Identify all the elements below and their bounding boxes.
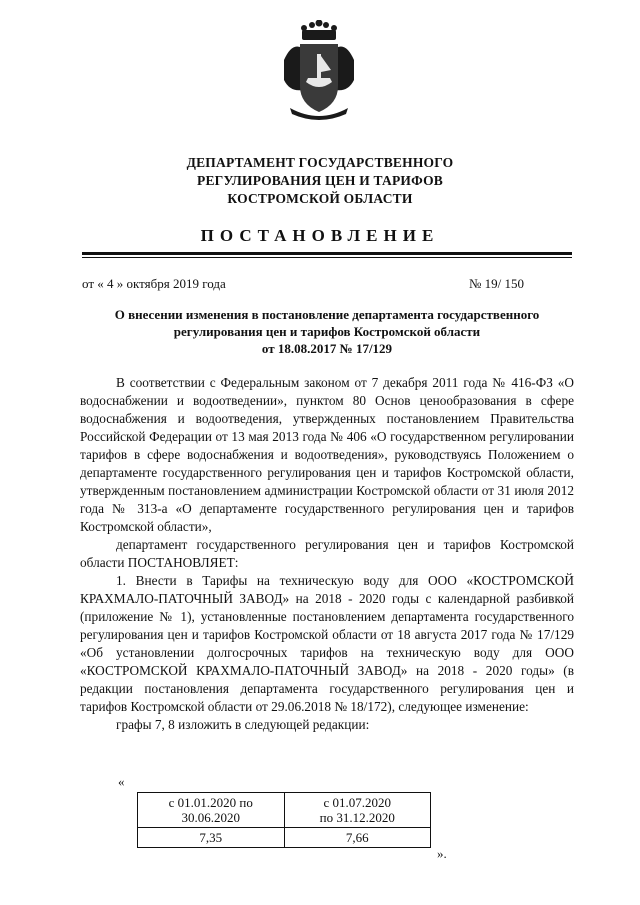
document-date: от « 4 » октября 2019 года <box>82 276 226 291</box>
department-name-line: РЕГУЛИРОВАНИЯ ЦЕН И ТАРИФОВ <box>197 173 443 188</box>
tariff-table <box>137 792 431 848</box>
table-row <box>138 793 431 828</box>
body-paragraph: 1. Внести в Тарифы на техническую воду для ООО «КОСТРОМСКОЙ КРАХМАЛО-ПАТОЧНЫЙ ЗАВОД» на 2018 - 2020 годы с календарной разбивкой (приложение № 1), установленные постановлением департамента государственного регулирования цен и тарифов Костромской области от 18 августа 2017 года № 17/129 «Об установлении долгосрочных тарифов на техническую воду для ООО «КОСТРОМСКОЙ КРАХМАЛО-ПАТОЧНЫЙ ЗАВОД» на 2018 - 2020 годы» (в редакции постановления департамента государственного регулирования цен и тарифов Костромской области от 29.06.2018 № 18/172), следующее изменение: <box>80 573 574 714</box>
coat-of-arms-icon <box>280 20 358 120</box>
document-type-title: ПОСТАНОВЛЕНИЕ <box>200 226 440 245</box>
body-paragraph: департамент государственного регулирования цен и тарифов Костромской области ПОСТАНОВЛЯЕТ: <box>80 537 574 570</box>
body-paragraph: В соответствии с Федеральным законом от 7 декабря 2011 года № 416-ФЗ «О водоснабжении и водоотведении», пунктом 80 Основ ценообразования в сфере водоснабжения и водоотведения, утвержденных постановлением Правительства Российской Федерации от 13 мая 2013 года № 406 «О государственном регулировании тарифов в сфере водоснабжения и водоотведения», руководствуясь Положением о департаменте государственного регулирования цен и тарифов Костромской области, утвержденным постановлением администрации Костромской области от 31 июля 2012 года № 313-а «О департаменте государственного регулирования цен и тарифов Костромской области», <box>80 375 574 534</box>
department-name-line: ДЕПАРТАМЕНТ ГОСУДАРСТВЕННОГО <box>186 155 454 170</box>
department-name <box>0 154 640 208</box>
table-header-cell <box>284 793 431 828</box>
quote-close-mark: ». <box>437 846 447 861</box>
header-divider <box>82 252 572 255</box>
table-value-cell: 7,35 <box>138 828 285 848</box>
header-cell-line: по 31.12.2020 <box>319 810 395 825</box>
table-row <box>138 828 431 848</box>
header-cell-line: с 01.01.2020 по <box>168 795 253 810</box>
document-number: № 19/ 150 <box>469 276 525 291</box>
subject-line: О внесении изменения в постановление департамента государственного <box>114 307 540 322</box>
subject-line: регулирования цен и тарифов Костромской области <box>173 324 481 339</box>
table-value-cell: 7,66 <box>284 828 431 848</box>
document-subject <box>82 306 572 357</box>
table-header-cell <box>138 793 285 828</box>
header-cell-line: 30.06.2020 <box>181 810 240 825</box>
department-name-line: КОСТРОМСКОЙ ОБЛАСТИ <box>227 191 413 206</box>
quote-open-mark: « <box>118 774 125 789</box>
subject-line: от 18.08.2017 № 17/129 <box>261 341 393 356</box>
header-cell-line: с 01.07.2020 <box>323 795 392 810</box>
document-body <box>80 374 574 734</box>
header-divider-thin <box>82 257 572 258</box>
body-paragraph: графы 7, 8 изложить в следующей редакции: <box>116 717 370 732</box>
